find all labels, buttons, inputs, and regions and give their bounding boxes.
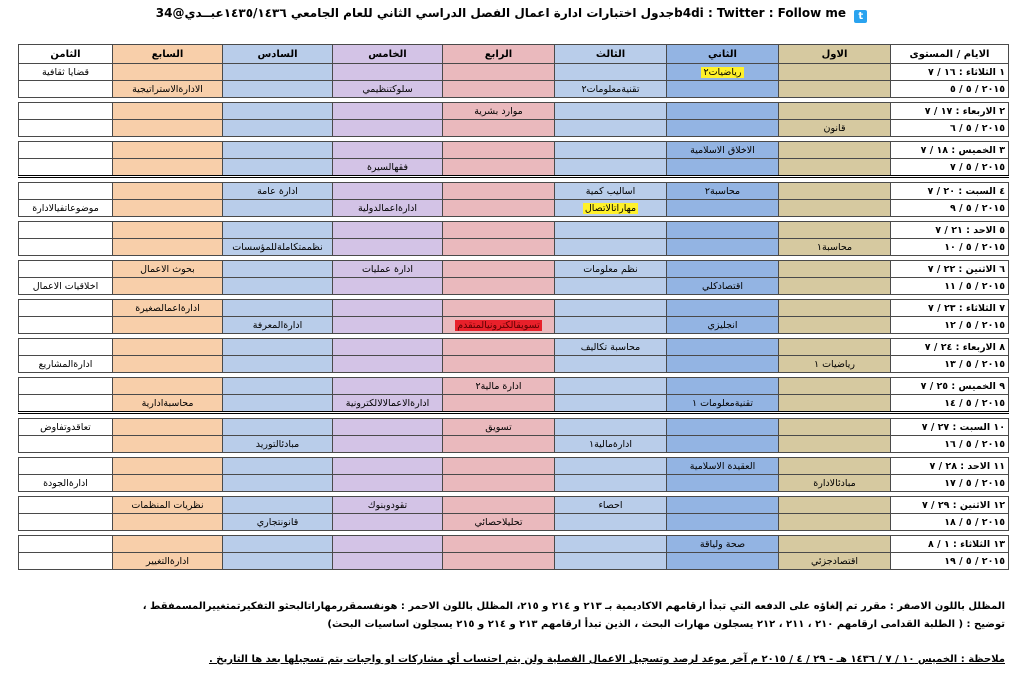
exam-cell-l8: [19, 436, 113, 453]
day-cell: ١٢ الاثنين : ٢٩ / ٧: [891, 497, 1009, 514]
exam-cell-l1: [779, 64, 891, 81]
exam-cell-l8: ادارةالمشاريع: [19, 356, 113, 373]
header-level-5: الخامس: [333, 45, 443, 64]
schedule-body: [19, 64, 1009, 570]
table-row: [19, 475, 1009, 492]
page-title: [0, 6, 1023, 23]
exam-cell-l3: [555, 103, 667, 120]
table-row: [19, 200, 1009, 217]
highlighted-course: مهاراتالاتصال: [584, 202, 637, 214]
exam-cell-l2: [667, 514, 779, 531]
day-cell: ١٠ السبت : ٢٧ / ٧: [891, 419, 1009, 436]
exam-cell-l8: [19, 261, 113, 278]
exam-cell-l5: [333, 475, 443, 492]
exam-cell-l6: [223, 356, 333, 373]
exam-cell-l3: [555, 300, 667, 317]
exam-cell-l1: مبادئالادارة: [779, 475, 891, 492]
exam-cell-l8: [19, 553, 113, 570]
table-row: [19, 553, 1009, 570]
exam-cell-l3: [555, 419, 667, 436]
exam-cell-l4: [443, 497, 555, 514]
exam-cell-l7: [113, 419, 223, 436]
table-row: [19, 514, 1009, 531]
exam-cell-l3: احصاء: [555, 497, 667, 514]
table-row: [19, 458, 1009, 475]
exam-cell-l7: [113, 103, 223, 120]
table-row: [19, 81, 1009, 98]
exam-cell-l4: [443, 475, 555, 492]
exam-cell-l7: [113, 475, 223, 492]
table-row: [19, 239, 1009, 256]
exam-cell-l5: [333, 64, 443, 81]
day-cell: ٢٠١٥ / ٥ / ٧: [891, 159, 1009, 177]
exam-cell-l6: [223, 142, 333, 159]
exam-cell-l7: ادارةالتغيير: [113, 553, 223, 570]
exam-cell-l4: [443, 436, 555, 453]
exam-cell-l2: الاخلاق الاسلامية: [667, 142, 779, 159]
exam-cell-l1: [779, 300, 891, 317]
exam-cell-l2: [667, 103, 779, 120]
exam-cell-l4: [443, 239, 555, 256]
exam-cell-l1: محاسبة١: [779, 239, 891, 256]
exam-cell-l6: [223, 536, 333, 553]
exam-cell-l8: [19, 222, 113, 239]
exam-cell-l5: [333, 222, 443, 239]
exam-cell-l7: [113, 356, 223, 373]
exam-cell-l6: [223, 222, 333, 239]
exam-cell-l7: [113, 536, 223, 553]
exam-cell-l2: [667, 339, 779, 356]
exam-cell-l7: [113, 120, 223, 137]
exam-cell-l4: [443, 64, 555, 81]
exam-cell-l3: [555, 120, 667, 137]
exam-cell-l5: [333, 458, 443, 475]
exam-cell-l7: [113, 239, 223, 256]
exam-cell-l5: ادارة عمليات: [333, 261, 443, 278]
exam-cell-l1: [779, 497, 891, 514]
exam-cell-l3: [555, 239, 667, 256]
exam-cell-l8: [19, 339, 113, 356]
table-row: [19, 536, 1009, 553]
header-level-2: الثاني: [667, 45, 779, 64]
exam-cell-l3: [555, 475, 667, 492]
exam-cell-l4: [443, 142, 555, 159]
exam-cell-l5: [333, 339, 443, 356]
exam-cell-l1: [779, 536, 891, 553]
exam-cell-l2: العقيدة الاسلامية: [667, 458, 779, 475]
exam-cell-l1: [779, 378, 891, 395]
exam-cell-l1: [779, 261, 891, 278]
exam-cell-l4: [443, 317, 555, 334]
exam-cell-l4: [443, 458, 555, 475]
exam-cell-l2: [667, 239, 779, 256]
exam-cell-l2: [667, 497, 779, 514]
exam-cell-l6: [223, 497, 333, 514]
exam-cell-l3: اساليب كمية: [555, 183, 667, 200]
exam-cell-l1: [779, 200, 891, 217]
table-row: [19, 300, 1009, 317]
exam-cell-l2: تقنيةمعلومات ١: [667, 395, 779, 413]
day-cell: ٢ الاربعاء : ١٧ / ٧: [891, 103, 1009, 120]
table-row: [19, 339, 1009, 356]
title-text: جدول اختبارات ادارة اعمال الفصل الدراسي الثاني للعام الجامعي ١٤٣٥/١٤٣٦عبــدي@34b4di : Twitter : Follow me: [155, 6, 847, 20]
exam-cell-l4: [443, 81, 555, 98]
exam-cell-l8: قضايا ثقافية: [19, 64, 113, 81]
exam-cell-l4: [443, 300, 555, 317]
exam-cell-l5: [333, 356, 443, 373]
day-cell: ٢٠١٥ / ٥ / ١٣: [891, 356, 1009, 373]
exam-cell-l5: [333, 436, 443, 453]
exam-cell-l2: اقتصادكلي: [667, 278, 779, 295]
exam-cell-l8: [19, 395, 113, 413]
exam-cell-l6: [223, 419, 333, 436]
exam-cell-l4: [443, 553, 555, 570]
exam-cell-l7: [113, 514, 223, 531]
note-clarification: توضيح : ( الطلبة القدامى ارقامهم ٢١٠ ، ٢١١ ، ٢١٢ يسجلون مهارات البحث ، الذين تبدأ ارقامهم ٢١٣ و ٢١٤ و ٢١٥ يسجلون اساسيات البحث): [327, 619, 1005, 630]
exam-cell-l2: [667, 120, 779, 137]
day-cell: ٢٠١٥ / ٥ / ١٠: [891, 239, 1009, 256]
exam-cell-l5: [333, 300, 443, 317]
exam-cell-l6: [223, 395, 333, 413]
exam-cell-l1: [779, 436, 891, 453]
day-cell: ١١ الاحد : ٢٨ / ٧: [891, 458, 1009, 475]
exam-cell-l4: موارد بشرية: [443, 103, 555, 120]
exam-cell-l6: مبادئالتوريد: [223, 436, 333, 453]
exam-cell-l5: ادارةالاعمالالالكترونية: [333, 395, 443, 413]
table-row: [19, 419, 1009, 436]
day-cell: ٦ الاثنين : ٢٢ / ٧: [891, 261, 1009, 278]
exam-cell-l6: [223, 103, 333, 120]
table-row: [19, 222, 1009, 239]
exam-cell-l1: [779, 317, 891, 334]
exam-cell-l4: [443, 261, 555, 278]
exam-cell-l2: [667, 159, 779, 177]
exam-cell-l3: محاسبة تكاليف: [555, 339, 667, 356]
exam-cell-l5: [333, 553, 443, 570]
exam-cell-l7: الادارةالاستراتيجية: [113, 81, 223, 98]
exam-cell-l1: [779, 514, 891, 531]
exam-cell-l7: [113, 64, 223, 81]
exam-cell-l1: [779, 339, 891, 356]
exam-cell-l7: [113, 278, 223, 295]
exam-cell-l1: [779, 278, 891, 295]
exam-cell-l4: [443, 339, 555, 356]
exam-cell-l1: [779, 222, 891, 239]
exam-cell-l2: [667, 475, 779, 492]
exam-cell-l8: [19, 81, 113, 98]
day-cell: ٢٠١٥ / ٥ / ٩: [891, 200, 1009, 217]
exam-cell-l3: ادارةمالية١: [555, 436, 667, 453]
exam-cell-l8: [19, 159, 113, 177]
highlighted-course: تسويقالكترونيالمتقدم: [457, 319, 540, 331]
header-level-4: الرابع: [443, 45, 555, 64]
day-cell: ١٣ الثلاثاء : ١ / ٨: [891, 536, 1009, 553]
exam-cell-l5: [333, 183, 443, 200]
day-cell: ٢٠١٥ / ٥ / ١٦: [891, 436, 1009, 453]
exam-cell-l7: [113, 142, 223, 159]
exam-cell-l3: [555, 356, 667, 373]
exam-cell-l8: [19, 536, 113, 553]
exam-cell-l4: [443, 222, 555, 239]
exam-cell-l5: [333, 103, 443, 120]
exam-cell-l3: [555, 553, 667, 570]
exam-cell-l8: [19, 378, 113, 395]
table-row: [19, 64, 1009, 81]
exam-schedule-table: [18, 44, 1009, 570]
exam-cell-l3: [555, 514, 667, 531]
exam-cell-l7: [113, 458, 223, 475]
exam-cell-l5: فقهالسيرة: [333, 159, 443, 177]
exam-cell-l3: [555, 536, 667, 553]
exam-cell-l1: [779, 419, 891, 436]
table-row: [19, 103, 1009, 120]
table-row: [19, 378, 1009, 395]
exam-cell-l8: تعاقدوتفاوض: [19, 419, 113, 436]
exam-cell-l5: [333, 514, 443, 531]
exam-cell-l6: [223, 64, 333, 81]
exam-cell-l7: نظريات المنظمات: [113, 497, 223, 514]
table-row: [19, 395, 1009, 413]
table-row: [19, 261, 1009, 278]
twitter-icon[interactable]: t: [854, 10, 867, 23]
exam-cell-l1: [779, 142, 891, 159]
exam-cell-l4: [443, 120, 555, 137]
exam-cell-l6: [223, 200, 333, 217]
header-row: [19, 45, 1009, 64]
exam-cell-l1: رياضيات ١: [779, 356, 891, 373]
exam-cell-l8: ادارةالجودة: [19, 475, 113, 492]
day-cell: ٢٠١٥ / ٥ / ٦: [891, 120, 1009, 137]
day-cell: ٩ الخميس : ٢٥ / ٧: [891, 378, 1009, 395]
exam-cell-l3: [555, 395, 667, 413]
exam-cell-l2: [667, 81, 779, 98]
header-level-1: الاول: [779, 45, 891, 64]
exam-cell-l8: [19, 103, 113, 120]
highlighted-course: رياضيات٢: [703, 66, 742, 78]
exam-cell-l6: [223, 458, 333, 475]
exam-cell-l2: [667, 300, 779, 317]
exam-cell-l6: نظممتكاملةللمؤسسات: [223, 239, 333, 256]
exam-cell-l4: تحليلاحصائي: [443, 514, 555, 531]
exam-cell-l2: [667, 419, 779, 436]
exam-cell-l4: تسويق: [443, 419, 555, 436]
exam-cell-l8: اخلاقيات الاعمال: [19, 278, 113, 295]
table-row: [19, 497, 1009, 514]
day-cell: ٨ الاربعاء : ٢٤ / ٧: [891, 339, 1009, 356]
exam-cell-l2: [667, 436, 779, 453]
exam-cell-l8: [19, 514, 113, 531]
exam-cell-l3: تقنيةمعلومات٢: [555, 81, 667, 98]
day-cell: ٥ الاحد : ٢١ / ٧: [891, 222, 1009, 239]
exam-cell-l1: [779, 159, 891, 177]
exam-cell-l3: [555, 458, 667, 475]
exam-cell-l4: [443, 200, 555, 217]
exam-cell-l4: [443, 536, 555, 553]
exam-cell-l2: [667, 356, 779, 373]
exam-cell-l4: [443, 395, 555, 413]
exam-cell-l8: [19, 300, 113, 317]
exam-cell-l8: موضوعاتفيالادارة: [19, 200, 113, 217]
exam-cell-l1: [779, 395, 891, 413]
exam-cell-l7: [113, 200, 223, 217]
table-row: [19, 356, 1009, 373]
table-row: [19, 278, 1009, 295]
exam-cell-l5: [333, 120, 443, 137]
exam-cell-l2: [667, 64, 779, 81]
exam-cell-l5: تقودوبنوك: [333, 497, 443, 514]
exam-cell-l5: [333, 317, 443, 334]
exam-cell-l1: [779, 81, 891, 98]
exam-cell-l6: [223, 278, 333, 295]
exam-cell-l7: [113, 339, 223, 356]
exam-cell-l6: قانونتجاري: [223, 514, 333, 531]
exam-cell-l2: انجليزي: [667, 317, 779, 334]
table-row: [19, 436, 1009, 453]
exam-cell-l7: [113, 378, 223, 395]
exam-cell-l1: [779, 103, 891, 120]
exam-cell-l6: [223, 120, 333, 137]
exam-cell-l8: [19, 497, 113, 514]
exam-cell-l5: [333, 536, 443, 553]
header-level-7: السابع: [113, 45, 223, 64]
day-cell: ٢٠١٥ / ٥ / ١٩: [891, 553, 1009, 570]
day-cell: ٢٠١٥ / ٥ / ١١: [891, 278, 1009, 295]
exam-cell-l4: [443, 356, 555, 373]
exam-cell-l7: بحوث الاعمال: [113, 261, 223, 278]
exam-cell-l8: [19, 239, 113, 256]
exam-cell-l3: [555, 317, 667, 334]
table-row: [19, 159, 1009, 177]
exam-cell-l3: [555, 64, 667, 81]
exam-cell-l7: [113, 183, 223, 200]
exam-cell-l6: ادارةالمعرفة: [223, 317, 333, 334]
exam-cell-l3: [555, 200, 667, 217]
exam-cell-l6: [223, 81, 333, 98]
exam-cell-l3: [555, 222, 667, 239]
exam-cell-l2: محاسبة٢: [667, 183, 779, 200]
exam-cell-l5: سلوكتنظيمي: [333, 81, 443, 98]
exam-cell-l7: [113, 436, 223, 453]
exam-cell-l7: [113, 222, 223, 239]
exam-cell-l7: محاسبةادارية: [113, 395, 223, 413]
day-cell: ٢٠١٥ / ٥ / ٥: [891, 81, 1009, 98]
day-cell: ٤ السبت : ٢٠ / ٧: [891, 183, 1009, 200]
header-day: الايام / المستوى: [891, 45, 1009, 64]
table-row: [19, 183, 1009, 200]
day-cell: ٢٠١٥ / ٥ / ١٢: [891, 317, 1009, 334]
day-cell: ٧ الثلاثاء : ٢٣ / ٧: [891, 300, 1009, 317]
exam-cell-l3: [555, 278, 667, 295]
exam-cell-l4: [443, 278, 555, 295]
table-row: [19, 120, 1009, 137]
exam-cell-l6: [223, 300, 333, 317]
exam-cell-l6: [223, 339, 333, 356]
exam-cell-l2: صحة ولياقة: [667, 536, 779, 553]
exam-cell-l5: [333, 278, 443, 295]
header-level-8: الثامن: [19, 45, 113, 64]
day-cell: ٢٠١٥ / ٥ / ١٧: [891, 475, 1009, 492]
exam-cell-l6: ادارة عامة: [223, 183, 333, 200]
exam-cell-l4: [443, 183, 555, 200]
exam-cell-l1: [779, 183, 891, 200]
exam-cell-l2: [667, 553, 779, 570]
exam-cell-l7: ادارةاعمالصغيرة: [113, 300, 223, 317]
exam-cell-l7: [113, 317, 223, 334]
exam-cell-l6: [223, 553, 333, 570]
exam-cell-l4: [443, 159, 555, 177]
exam-cell-l1: [779, 458, 891, 475]
day-cell: ٢٠١٥ / ٥ / ١٤: [891, 395, 1009, 413]
exam-cell-l2: [667, 261, 779, 278]
header-level-6: السادس: [223, 45, 333, 64]
day-cell: ١ الثلاثاء : ١٦ / ٧: [891, 64, 1009, 81]
exam-cell-l8: [19, 317, 113, 334]
day-cell: ٣ الخميس : ١٨ / ٧: [891, 142, 1009, 159]
table-row: [19, 142, 1009, 159]
exam-cell-l1: اقتصادجزئي: [779, 553, 891, 570]
exam-cell-l8: [19, 142, 113, 159]
exam-cell-l1: قانون: [779, 120, 891, 137]
exam-cell-l7: [113, 159, 223, 177]
exam-cell-l5: [333, 378, 443, 395]
exam-cell-l8: [19, 183, 113, 200]
exam-cell-l3: [555, 159, 667, 177]
exam-cell-l2: [667, 222, 779, 239]
exam-cell-l6: [223, 475, 333, 492]
exam-cell-l5: [333, 239, 443, 256]
exam-cell-l3: [555, 378, 667, 395]
exam-cell-l5: [333, 142, 443, 159]
exam-cell-l8: [19, 120, 113, 137]
exam-cell-l4: ادارة مالية٢: [443, 378, 555, 395]
exam-cell-l3: [555, 142, 667, 159]
day-cell: ٢٠١٥ / ٥ / ١٨: [891, 514, 1009, 531]
exam-cell-l5: ادارةاعمالدولية: [333, 200, 443, 217]
exam-cell-l6: [223, 159, 333, 177]
exam-cell-l6: [223, 261, 333, 278]
exam-cell-l5: [333, 419, 443, 436]
header-level-3: الثالث: [555, 45, 667, 64]
note-shading: المظلل باللون الاصفر : مقرر تم إلغاؤه على الدفعه التي تبدأ ارقامهم الاكاديمية بـ ٢١٣ و ٢١٤ و ٢١٥، المظلل باللون الاحمر : هونفسمقررمهاراتالبحثو التفكيرتمتغييرالمسمفقط ،: [142, 601, 1005, 612]
table-row: [19, 317, 1009, 334]
exam-cell-l8: [19, 458, 113, 475]
note-deadline: ملاحظة : الخميس ١٠ / ٧ / ١٤٣٦ هـ - ٢٩ / ٤ / ٢٠١٥ م آخر موعد لرصد وتسجيل الاعمال الفصلية ولن يتم احتساب أي مشاركات او واجبات يتم تسجيلها بعد ها التاريخ .: [208, 654, 1005, 665]
exam-cell-l6: [223, 378, 333, 395]
exam-cell-l2: [667, 200, 779, 217]
exam-cell-l2: [667, 378, 779, 395]
exam-cell-l3: نظم معلومات: [555, 261, 667, 278]
